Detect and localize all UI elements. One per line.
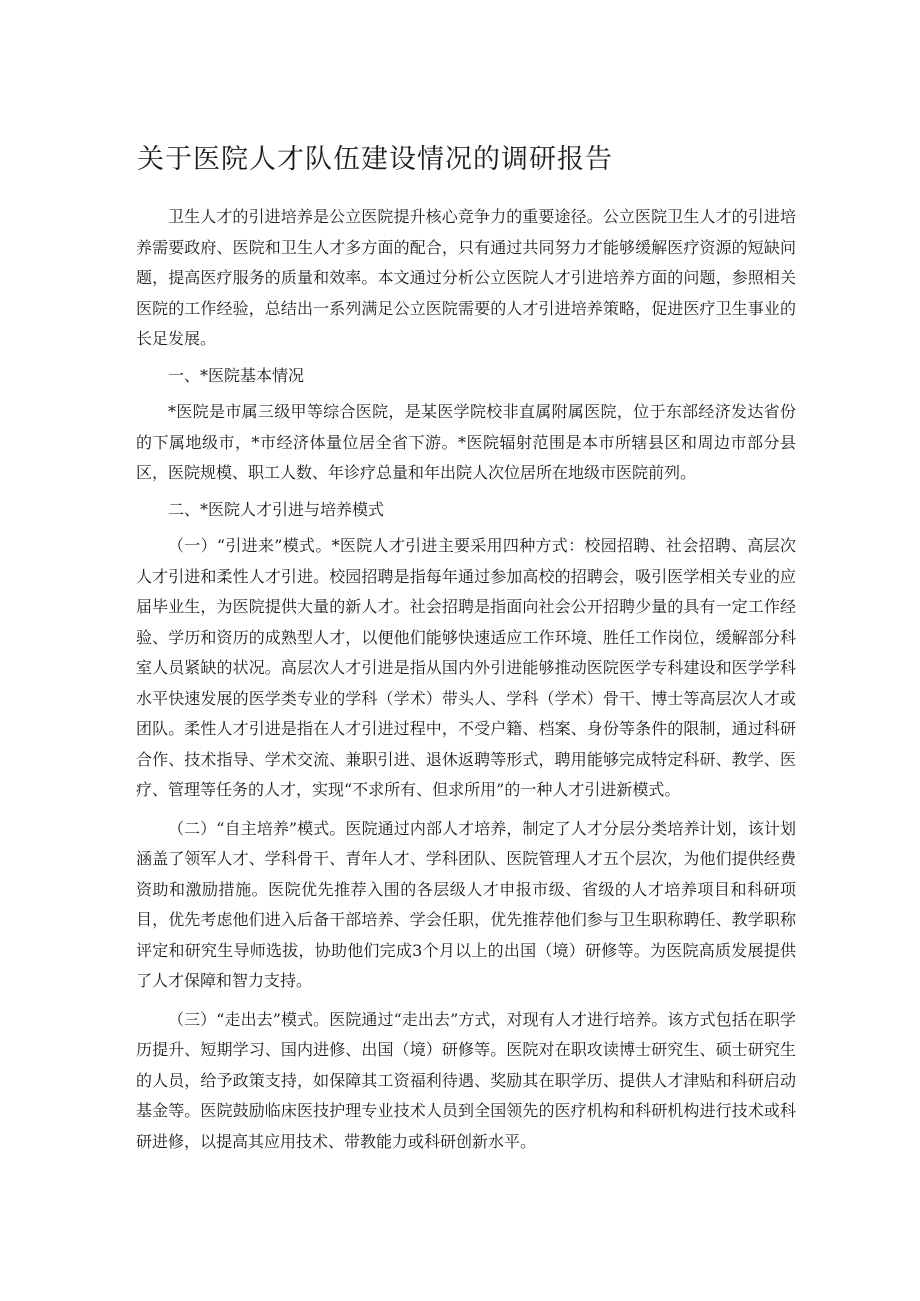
document-body — [136, 202, 796, 1157]
document-title: 关于医院人才队伍建设情况的调研报告 — [137, 144, 613, 175]
subsection-paragraph-go-out: （三）“走出去”模式。医院通过“走出去”方式，对现有人才进行培养。该方式包括在职学历提升、短期学习、国内进修、出国（境）研修等。医院对在职攻读博士研究生、硕士研究生的人员，给予政策支持，如保障其工资福利待遇、奖励其在职学历、提供人才津贴和科研启动基金等。医院鼓励临床医技护理专业技术人员到全国领先的医疗机构和科研机构进行技术或科研进修，以提高其应用技术、带教能力或科研创新水平。 — [136, 1009, 796, 1151]
section-heading-basic-info: 一、*医院基本情况 — [168, 365, 305, 385]
subsection-paragraph-bring-in: （一）“引进来”模式。*医院人才引进主要采用四种方式：校园招聘、社会招聘、高层次人才引进和柔性人才引进。校园招聘是指每年通过参加高校的招聘会，吸引医学相关专业的应届毕业生，为医院提供大量的新人才。社会招聘是指面向社会公开招聘少量的具有一定工作经验、学历和资历的成熟型人才，以便他们能够快速适应工作环境、胜任工作岗位，缓解部分科室人员紧缺的状况。高层次人才引进是指从国内外引进能够推动医院医学专科建设和医学学科水平快速发展的医学类专业的学科（学术）带头人、学科（学术）骨干、博士等高层次人才或团队。柔性人才引进是指在人才引进过程中，不受户籍、档案、身份等条件的限制，通过科研合作、技术指导、学术交流、兼职引进、退休返聘等形式，聘用能够完成特定科研、教学、医疗、管理等任务的人才，实现“不求所有、但求所用”的一种人才引进新模式。 — [136, 536, 796, 799]
intro-paragraph: 卫生人才的引进培养是公立医院提升核心竞争力的重要途径。公立医院卫生人才的引进培养需要政府、医院和卫生人才多方面的配合，只有通过共同努力才能够缓解医疗资源的短缺问题，提高医疗服务的质量和效率。本文通过分析公立医院人才引进培养方面的问题，参照相关医院的工作经验，总结出一系列满足公立医院需要的人才引进培养策略，促进医疗卫生事业的长足发展。 — [136, 207, 796, 348]
section-heading-talent-model: 二、*医院人才引进与培养模式 — [168, 499, 385, 519]
section-paragraph-basic-info: *医院是市属三级甲等综合医院，是某医学院校非直属附属医院，位于东部经济发达省份的下属地级市，*市经济体量位居全省下游。*医院辐射范围是本市所辖县区和周边市部分县区，医院规模、职工人数、年诊疗总量和年出院人次位居所在地级市医院前列。 — [136, 402, 796, 482]
subsection-paragraph-self-training: （二）“自主培养”模式。医院通过内部人才培养，制定了人才分层分类培养计划，该计划涵盖了领军人才、学科骨干、青年人才、学科团队、医院管理人才五个层次，为他们提供经费资助和激励措施。医院优先推荐入围的各层级人才申报市级、省级的人才培养项目和科研项目，优先考虑他们进入后备干部培养、学会任职，优先推荐他们参与卫生职称聘任、教学职称评定和研究生导师选拔，协助他们完成3个月以上的出国（境）研修等。为医院高质发展提供了人才保障和智力支持。 — [136, 818, 796, 990]
